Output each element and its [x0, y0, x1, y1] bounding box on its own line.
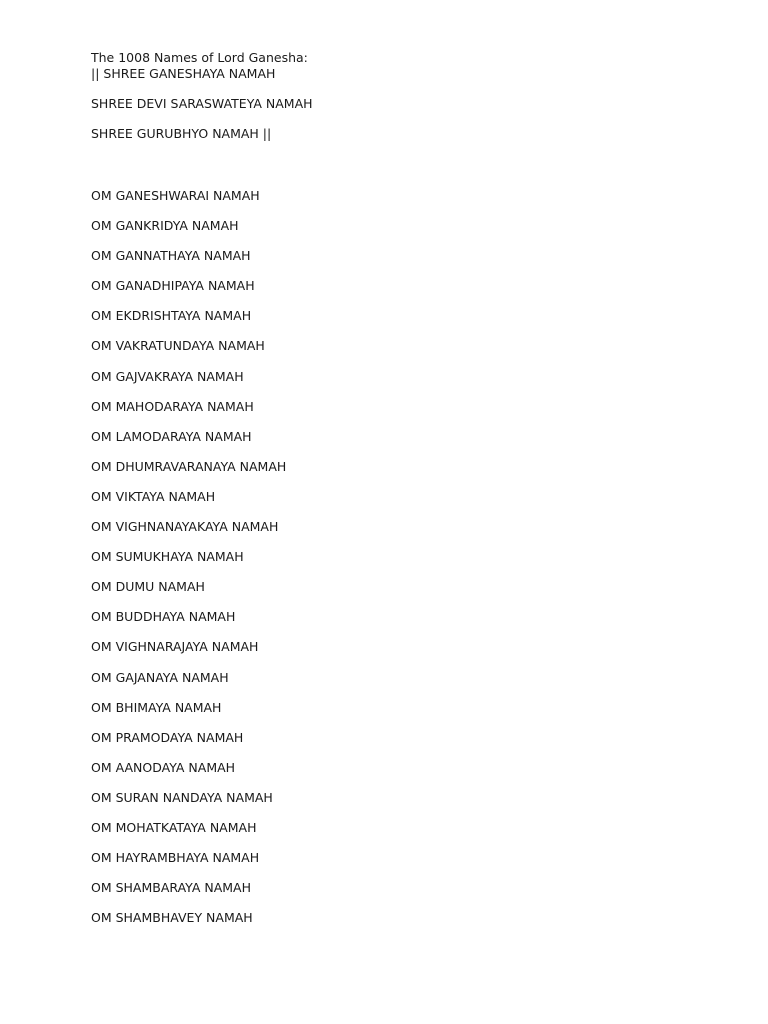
- list-item: OM LAMODARAYA NAMAH: [91, 428, 252, 444]
- list-item: OM VAKRATUNDAYA NAMAH: [91, 338, 265, 354]
- list-item: OM SURAN NANDAYA NAMAH: [91, 789, 273, 805]
- list-item: OM EKDRISHTAYA NAMAH: [91, 308, 252, 324]
- list-item: OM BUDDHAYA NAMAH: [91, 609, 236, 625]
- list-item: OM GAJANAYA NAMAH: [91, 669, 229, 685]
- list-item: OM MAHODARAYA NAMAH: [91, 398, 254, 414]
- list-item: OM DUMU NAMAH: [91, 579, 205, 595]
- invocation-line: SHREE GURUBHYO NAMAH ||: [91, 126, 272, 141]
- list-item: OM GANNATHAYA NAMAH: [91, 248, 251, 264]
- list-item: OM MOHATKATAYA NAMAH: [91, 819, 257, 835]
- list-item: OM BHIMAYA NAMAH: [91, 699, 222, 715]
- invocation-line: SHREE DEVI SARASWATEYA NAMAH: [91, 96, 313, 111]
- list-item: OM PRAMODAYA NAMAH: [91, 729, 244, 745]
- list-item: OM GANADHIPAYA NAMAH: [91, 278, 255, 294]
- list-item: OM VIKTAYA NAMAH: [91, 488, 216, 504]
- list-item: OM SHAMBHAVEY NAMAH: [91, 910, 253, 926]
- list-item: OM VIGHNANAYAKAYA NAMAH: [91, 519, 279, 535]
- list-item: OM GANESHWARAI NAMAH: [91, 188, 260, 203]
- document-title: The 1008 Names of Lord Ganesha:: [91, 50, 308, 65]
- invocation-line: || SHREE GANESHAYA NAMAH: [91, 66, 276, 81]
- list-item: OM SHAMBARAYA NAMAH: [91, 880, 251, 896]
- list-item: OM SUMUKHAYA NAMAH: [91, 549, 244, 565]
- list-item: OM AANODAYA NAMAH: [91, 759, 236, 775]
- list-item: OM HAYRAMBHAYA NAMAH: [91, 850, 260, 866]
- list-item: OM DHUMRAVARANAYA NAMAH: [91, 458, 287, 474]
- document-page: [91, 50, 691, 940]
- list-item: OM VIGHNARAJAYA NAMAH: [91, 639, 259, 655]
- list-item: OM GAJVAKRAYA NAMAH: [91, 368, 244, 384]
- list-item: OM GANKRIDYA NAMAH: [91, 218, 239, 234]
- names-list: [91, 188, 691, 926]
